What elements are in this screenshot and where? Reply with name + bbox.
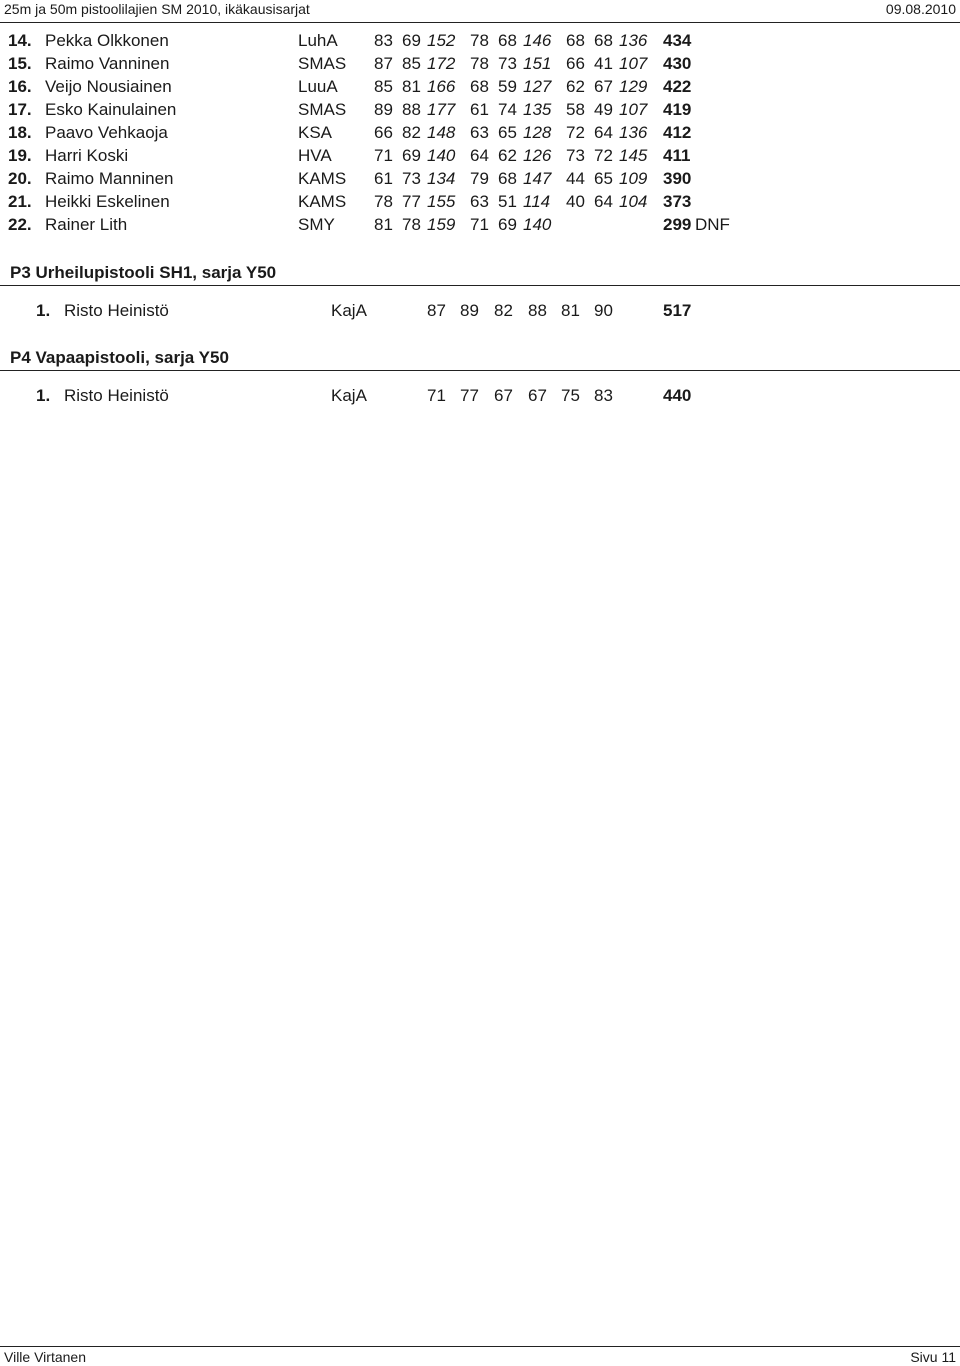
subtotal: 134 — [427, 169, 456, 188]
section-title-p3: P3 Urheilupistooli SH1, sarja Y50 — [10, 263, 277, 282]
shooter-name: Pekka Olkkonen — [45, 31, 169, 50]
table-row — [0, 301, 960, 323]
rank: 15. — [8, 54, 32, 73]
rank: 14. — [8, 31, 32, 50]
series-score: 81 — [561, 301, 580, 320]
subtotal: 109 — [619, 169, 648, 188]
series-score: 89 — [460, 301, 479, 320]
rank: 20. — [8, 169, 32, 188]
series-score: 58 — [566, 100, 585, 119]
series-score: 88 — [528, 301, 547, 320]
document-title: 25m ja 50m pistoolilajien SM 2010, ikäkausisarjat — [4, 1, 310, 17]
subtotal: 107 — [619, 100, 648, 119]
subtotal: 152 — [427, 31, 456, 50]
series-score: 75 — [561, 386, 580, 405]
series-score: 85 — [374, 77, 393, 96]
rank: 1. — [36, 386, 51, 405]
subtotal: 114 — [523, 192, 551, 211]
series-score: 83 — [594, 386, 613, 405]
series-score: 68 — [594, 31, 613, 50]
table-row — [0, 215, 960, 237]
series-score: 71 — [427, 386, 446, 405]
section-title-p4: P4 Vapaapistooli, sarja Y50 — [10, 348, 229, 367]
series-score: 79 — [470, 169, 489, 188]
series-score: 78 — [402, 215, 421, 234]
club: KSA — [298, 123, 333, 142]
subtotal: 146 — [523, 31, 552, 50]
club: KAMS — [298, 169, 347, 188]
subtotal: 140 — [427, 146, 456, 165]
subtotal: 148 — [427, 123, 456, 142]
series-score: 41 — [594, 54, 613, 73]
total-score: 517 — [663, 301, 692, 320]
total-score: 440 — [663, 386, 692, 405]
series-score: 51 — [498, 192, 517, 211]
series-score: 88 — [402, 100, 421, 119]
document-date: 09.08.2010 — [885, 1, 956, 17]
club: KAMS — [298, 192, 347, 211]
club: SMY — [298, 215, 335, 234]
series-score: 67 — [594, 77, 613, 96]
series-score: 65 — [498, 123, 517, 142]
subtotal: 135 — [523, 100, 552, 119]
subtotal: 147 — [523, 169, 552, 188]
status-note: DNF — [695, 215, 730, 234]
series-score: 64 — [594, 123, 613, 142]
series-score: 83 — [374, 31, 393, 50]
total-score: 390 — [663, 169, 692, 188]
series-score: 67 — [528, 386, 547, 405]
club: KajA — [331, 386, 367, 405]
footer-author: Ville Virtanen — [4, 1349, 86, 1365]
subtotal: 166 — [427, 77, 456, 96]
total-score: 422 — [663, 77, 692, 96]
rank: 19. — [8, 146, 32, 165]
series-score: 68 — [566, 31, 585, 50]
series-score: 64 — [594, 192, 613, 211]
total-score: 430 — [663, 54, 692, 73]
series-score: 71 — [374, 146, 393, 165]
shooter-name: Veijo Nousiainen — [45, 77, 172, 96]
subtotal: 136 — [619, 123, 648, 142]
total-score: 373 — [663, 192, 692, 211]
shooter-name: Risto Heinistö — [64, 301, 169, 320]
series-score: 61 — [374, 169, 393, 188]
series-score: 69 — [402, 31, 421, 50]
shooter-name: Raimo Manninen — [45, 169, 174, 188]
section-divider — [0, 370, 960, 371]
series-score: 68 — [498, 31, 517, 50]
table-row — [0, 386, 960, 408]
series-score: 89 — [374, 100, 393, 119]
subtotal: 136 — [619, 31, 648, 50]
club: SMAS — [298, 54, 347, 73]
series-score: 72 — [566, 123, 585, 142]
series-score: 64 — [470, 146, 489, 165]
subtotal: 127 — [523, 77, 552, 96]
series-score: 73 — [566, 146, 585, 165]
rank: 21. — [8, 192, 32, 211]
subtotal: 159 — [427, 215, 456, 234]
series-score: 81 — [374, 215, 393, 234]
subtotal: 126 — [523, 146, 552, 165]
shooter-name: Risto Heinistö — [64, 386, 169, 405]
table-row — [0, 77, 960, 99]
shooter-name: Raimo Vanninen — [45, 54, 170, 73]
club: LuuA — [298, 77, 338, 96]
series-score: 85 — [402, 54, 421, 73]
rank: 18. — [8, 123, 32, 142]
club: SMAS — [298, 100, 347, 119]
subtotal: 104 — [619, 192, 648, 211]
series-score: 78 — [374, 192, 393, 211]
subtotal: 107 — [619, 54, 648, 73]
series-score: 66 — [374, 123, 393, 142]
series-score: 77 — [402, 192, 421, 211]
subtotal: 129 — [619, 77, 648, 96]
series-score: 78 — [470, 54, 489, 73]
subtotal: 151 — [523, 54, 552, 73]
total-score: 419 — [663, 100, 692, 119]
club: LuhA — [298, 31, 338, 50]
series-score: 87 — [374, 54, 393, 73]
table-row — [0, 31, 960, 53]
subtotal: 128 — [523, 123, 552, 142]
series-score: 62 — [566, 77, 585, 96]
series-score: 90 — [594, 301, 613, 320]
rank: 17. — [8, 100, 32, 119]
series-score: 65 — [594, 169, 613, 188]
footer-page-number: Sivu 11 — [910, 1349, 956, 1365]
series-score: 74 — [498, 100, 517, 119]
page-header — [0, 0, 960, 23]
series-score: 59 — [498, 77, 517, 96]
total-score: 411 — [663, 146, 691, 165]
series-score: 62 — [498, 146, 517, 165]
subtotal: 140 — [523, 215, 552, 234]
series-score: 69 — [402, 146, 421, 165]
shooter-name: Heikki Eskelinen — [45, 192, 170, 211]
series-score: 68 — [498, 169, 517, 188]
series-score: 68 — [470, 77, 489, 96]
rank: 16. — [8, 77, 32, 96]
series-score: 49 — [594, 100, 613, 119]
subtotal: 172 — [427, 54, 456, 73]
series-score: 78 — [470, 31, 489, 50]
table-row — [0, 146, 960, 168]
section-divider — [0, 285, 960, 286]
table-row — [0, 123, 960, 145]
series-score: 66 — [566, 54, 585, 73]
series-score: 73 — [402, 169, 421, 188]
table-row — [0, 100, 960, 122]
series-score: 44 — [566, 169, 585, 188]
series-score: 69 — [498, 215, 517, 234]
series-score: 81 — [402, 77, 421, 96]
club: HVA — [298, 146, 332, 165]
series-score: 67 — [494, 386, 513, 405]
shooter-name: Esko Kainulainen — [45, 100, 177, 119]
rank: 22. — [8, 215, 32, 234]
series-score: 82 — [402, 123, 421, 142]
total-score: 412 — [663, 123, 692, 142]
subtotal: 177 — [427, 100, 456, 119]
series-score: 87 — [427, 301, 446, 320]
shooter-name: Rainer Lith — [45, 215, 128, 234]
total-score: 434 — [663, 31, 692, 50]
subtotal: 145 — [619, 146, 648, 165]
table-row — [0, 192, 960, 214]
shooter-name: Paavo Vehkaoja — [45, 123, 168, 142]
series-score: 77 — [460, 386, 479, 405]
series-score: 40 — [566, 192, 585, 211]
club: KajA — [331, 301, 367, 320]
subtotal: 155 — [427, 192, 456, 211]
series-score: 72 — [594, 146, 613, 165]
series-score: 73 — [498, 54, 517, 73]
rank: 1. — [36, 301, 51, 320]
page-footer — [0, 1346, 960, 1366]
series-score: 63 — [470, 192, 489, 211]
table-row — [0, 54, 960, 76]
shooter-name: Harri Koski — [45, 146, 129, 165]
series-score: 63 — [470, 123, 489, 142]
series-score: 71 — [470, 215, 489, 234]
total-score: 299 — [663, 215, 692, 234]
table-row — [0, 169, 960, 191]
series-score: 61 — [470, 100, 489, 119]
series-score: 82 — [494, 301, 513, 320]
